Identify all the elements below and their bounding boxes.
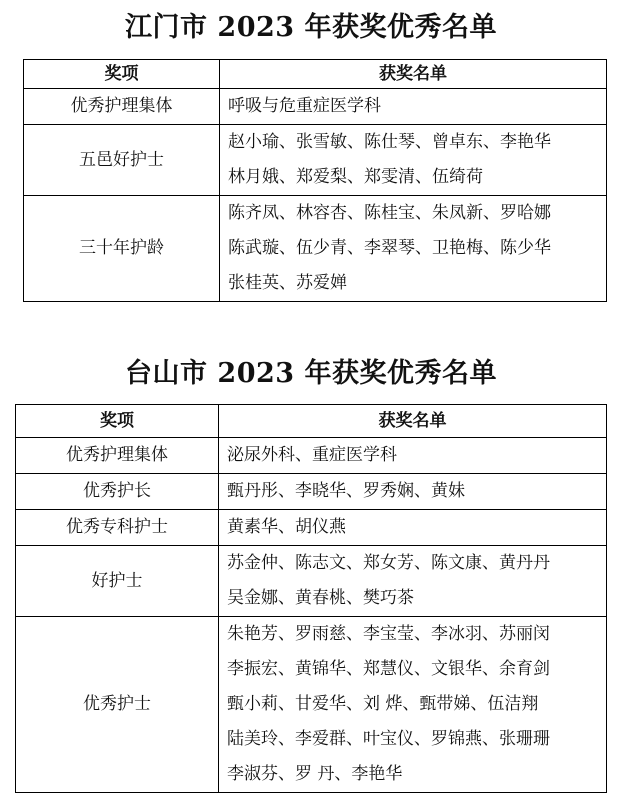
award-cell: 优秀专科护士 (16, 510, 219, 546)
names-cell (220, 125, 607, 196)
names-line: 甄小莉、甘爱华、刘 烨、甄带娣、伍洁翔 (227, 694, 539, 714)
award-cell: 三十年护龄 (24, 196, 220, 302)
table-row (16, 474, 607, 510)
header-award: 奖项 (16, 405, 219, 438)
names-line: 苏金仲、陈志文、郑女芳、陈文康、黄丹丹 (227, 553, 550, 573)
names-line: 陆美玲、李爱群、叶宝仪、罗锦燕、张珊珊 (227, 729, 550, 749)
names-line: 黄素华、胡仪燕 (227, 517, 346, 537)
award-cell: 好护士 (16, 546, 219, 617)
award-cell: 优秀护理集体 (24, 89, 220, 125)
award-cell: 五邑好护士 (24, 125, 220, 196)
names-cell (219, 510, 607, 546)
names-line: 李振宏、黄锦华、郑慧仪、文银华、余育剑 (227, 659, 550, 679)
award-cell: 优秀护士 (16, 617, 219, 793)
table-row (16, 438, 607, 474)
jiangmen-section (0, 12, 622, 44)
names-cell (219, 474, 607, 510)
table-row (24, 89, 607, 125)
names-cell (219, 546, 607, 617)
names-line: 吴金娜、黄春桃、樊巧茶 (227, 588, 414, 608)
table-row (16, 546, 607, 617)
award-cell: 优秀护长 (16, 474, 219, 510)
header-award: 奖项 (24, 60, 220, 89)
names-line: 泌尿外科、重症医学科 (227, 445, 397, 465)
jiangmen-table (23, 59, 607, 302)
jiangmen-title: 江门市 2023 年获奖优秀名单 (125, 12, 497, 43)
table-row (16, 510, 607, 546)
table-header-row (16, 405, 607, 438)
table-row (16, 617, 607, 793)
names-line: 陈齐凤、林容杏、陈桂宝、朱凤新、罗哈娜 (228, 203, 551, 223)
table-row (24, 125, 607, 196)
table-row (24, 196, 607, 302)
names-line: 林月娥、郑爱梨、郑雯清、伍绮荷 (228, 167, 483, 187)
names-cell (219, 617, 607, 793)
names-line: 甄丹彤、李晓华、罗秀娴、黄妹 (227, 481, 465, 501)
header-winners: 获奖名单 (219, 405, 607, 438)
names-line: 呼吸与危重症医学科 (228, 96, 381, 116)
names-line: 张桂英、苏爱婵 (228, 273, 347, 293)
taishan-title: 台山市 2023 年获奖优秀名单 (125, 358, 497, 389)
award-cell: 优秀护理集体 (16, 438, 219, 474)
names-line: 赵小瑜、张雪敏、陈仕琴、曾卓东、李艳华 (228, 132, 551, 152)
names-line: 陈武璇、伍少青、李翠琴、卫艳梅、陈少华 (228, 238, 551, 258)
taishan-section (0, 358, 622, 390)
names-line: 朱艳芳、罗雨慈、李宝莹、李冰羽、苏丽闵 (227, 624, 550, 644)
header-winners: 获奖名单 (220, 60, 607, 89)
names-cell (220, 196, 607, 302)
table-header-row (24, 60, 607, 89)
names-cell (219, 438, 607, 474)
taishan-table (15, 404, 607, 793)
names-cell (220, 89, 607, 125)
names-line: 李淑芬、罗 丹、李艳华 (227, 764, 403, 784)
